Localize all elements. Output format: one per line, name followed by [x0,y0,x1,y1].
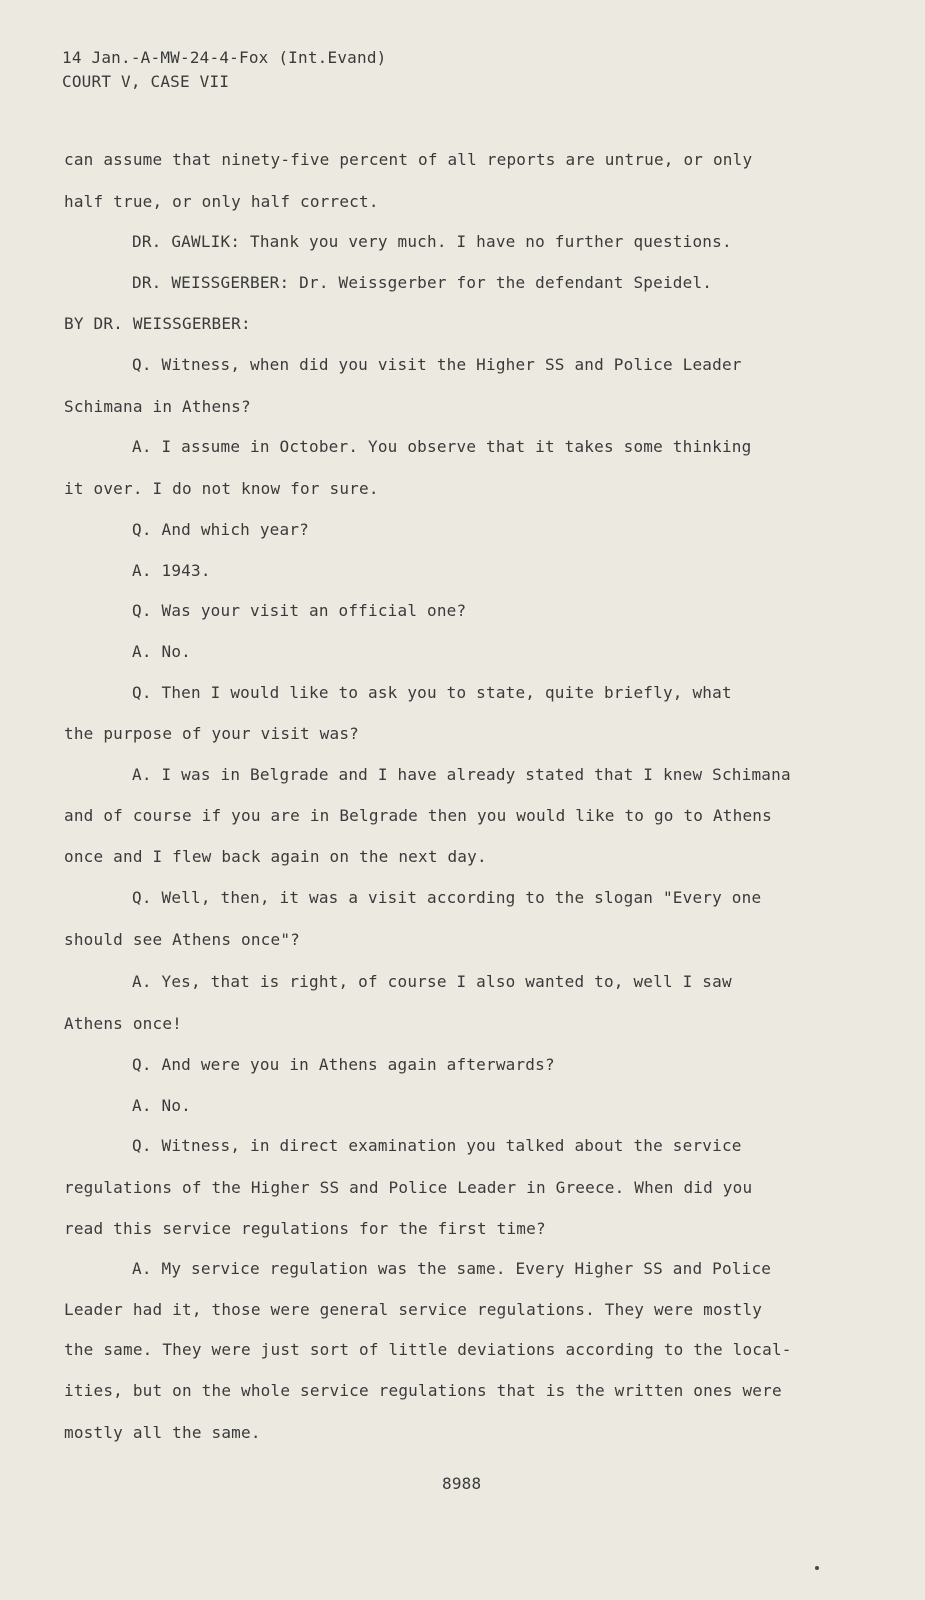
text-line: Schimana in Athens? [64,397,251,416]
text-line: mostly all the same. [64,1423,261,1442]
text-line: read this service regulations for the first time? [64,1219,546,1238]
header-line-1: 14 Jan.-A-MW-24-4-Fox (Int.Evand) [62,48,387,67]
text-line: can assume that ninety-five percent of all reports are untrue, or only [64,150,753,169]
text-line: Q. And were you in Athens again afterwards? [132,1055,555,1074]
text-line: BY DR. WEISSGERBER: [64,314,251,333]
page-number: 8988 [442,1474,482,1493]
text-line: A. No. [132,642,191,661]
text-line: it over. I do not know for sure. [64,479,379,498]
text-line: A. 1943. [132,561,211,580]
text-line: regulations of the Higher SS and Police Leader in Greece. When did you [64,1178,753,1197]
ink-speck [815,1566,819,1570]
text-line: A. Yes, that is right, of course I also wanted to, well I saw [132,972,732,991]
text-line: Q. And which year? [132,520,309,539]
text-line: DR. WEISSGERBER: Dr. Weissgerber for the defendant Speidel. [132,273,713,292]
text-line: A. My service regulation was the same. Every Higher SS and Police [132,1259,772,1278]
text-line: Q. Witness, when did you visit the Higher SS and Police Leader [132,355,742,374]
text-line: A. I was in Belgrade and I have already stated that I knew Schimana [132,765,791,784]
text-line: Q. Was your visit an official one? [132,601,467,620]
text-line: Leader had it, those were general service regulations. They were mostly [64,1300,763,1319]
text-line: DR. GAWLIK: Thank you very much. I have no further questions. [132,232,732,251]
text-line: once and I flew back again on the next day. [64,847,487,866]
text-line: half true, or only half correct. [64,192,379,211]
text-line: A. No. [132,1096,191,1115]
text-line: should see Athens once"? [64,930,300,949]
text-line: A. I assume in October. You observe that it takes some thinking [132,437,752,456]
text-line: the same. They were just sort of little deviations according to the local- [64,1340,792,1359]
header-line-2: COURT V, CASE VII [62,72,230,91]
text-line: Q. Well, then, it was a visit according to the slogan "Every one [132,888,762,907]
text-line: the purpose of your visit was? [64,724,359,743]
text-line: Athens once! [64,1014,182,1033]
text-line: Q. Then I would like to ask you to state, quite briefly, what [132,683,732,702]
text-line: ities, but on the whole service regulations that is the written ones were [64,1381,782,1400]
text-line: Q. Witness, in direct examination you talked about the service [132,1136,742,1155]
text-line: and of course if you are in Belgrade then you would like to go to Athens [64,806,772,825]
